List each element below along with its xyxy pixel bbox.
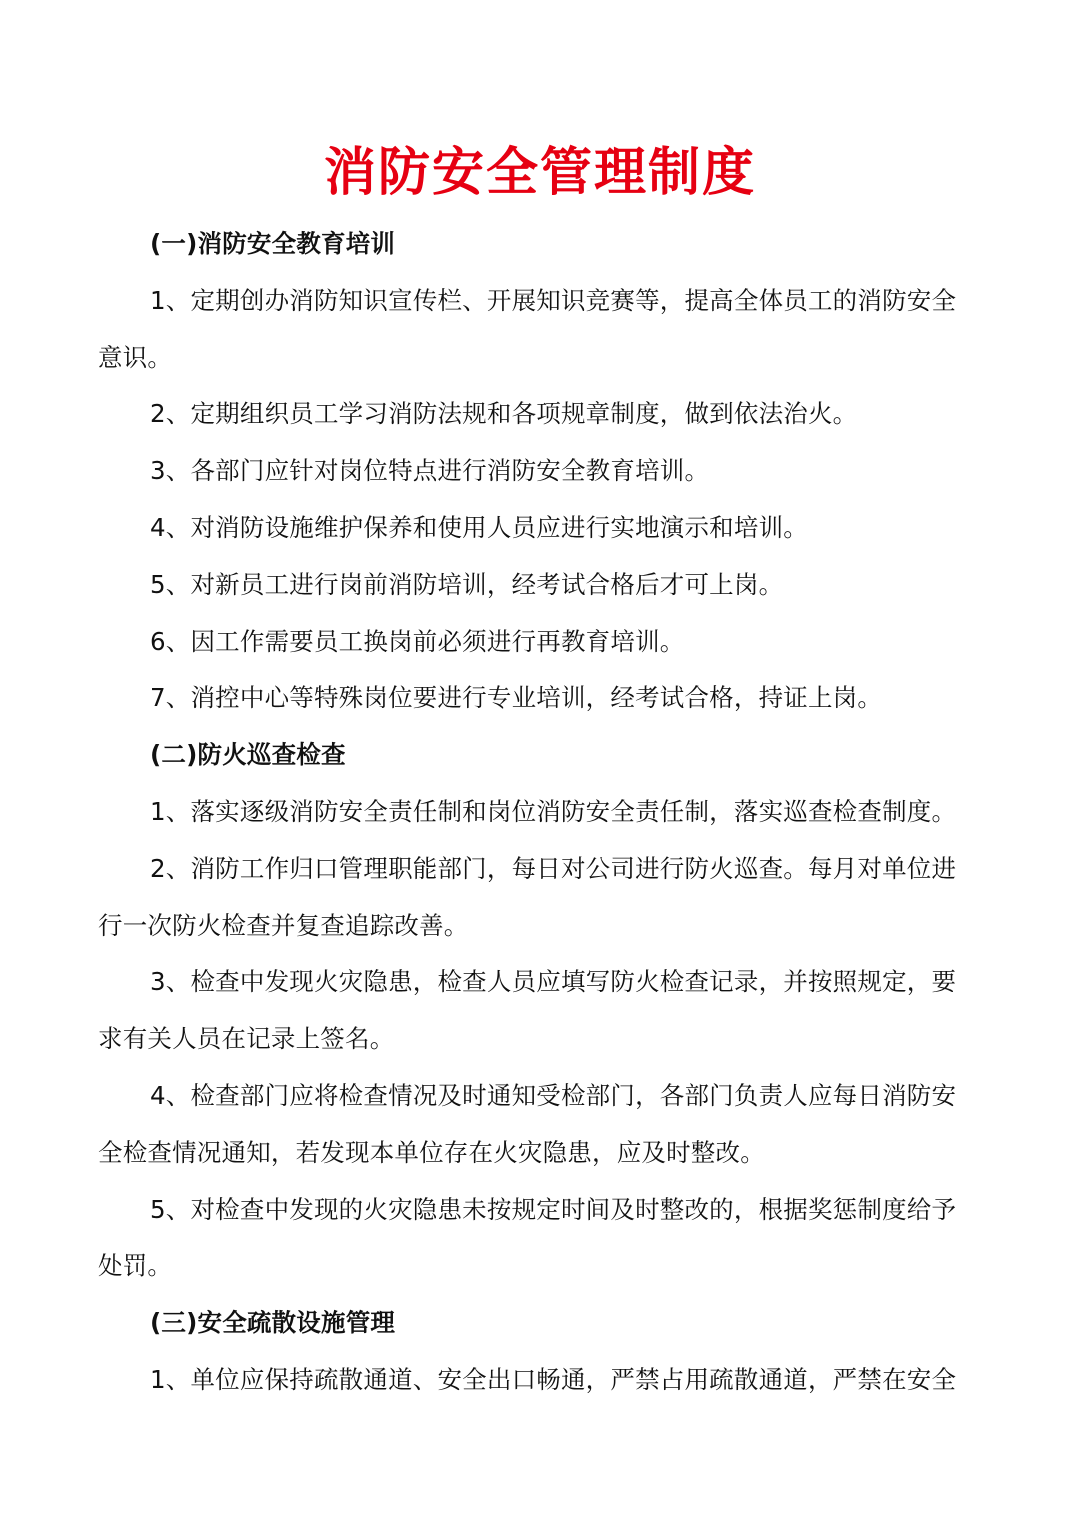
paragraph-line: 4、对消防设施维护保养和使用人员应进行实地演示和培训。 bbox=[150, 512, 808, 542]
paragraph-line: 5、对新员工进行岗前消防培训，经考试合格后才可上岗。 bbox=[150, 569, 784, 599]
paragraph-line: 7、消控中心等特殊岗位要进行专业培训，经考试合格，持证上岗。 bbox=[150, 683, 883, 713]
section-heading: (二)防火巡查检查 bbox=[150, 740, 346, 770]
paragraph-line: 4、检查部门应将检查情况及时通知受检部门，各部门负责人应每日消防安 bbox=[150, 1080, 957, 1110]
paragraph-line: 意识。 bbox=[98, 342, 173, 372]
paragraph-line: 全检查情况通知，若发现本单位存在火灾隐患，应及时整改。 bbox=[98, 1137, 765, 1167]
section-heading: (一)消防安全教育培训 bbox=[150, 229, 396, 258]
paragraph-line: 6、因工作需要员工换岗前必须进行再教育培训。 bbox=[150, 626, 685, 656]
paragraph-line: 1、定期创办消防知识宣传栏、开展知识竞赛等，提高全体员工的消防安全 bbox=[150, 285, 957, 315]
paragraph-line: 求有关人员在记录上签名。 bbox=[98, 1024, 395, 1054]
paragraph-line: 处罚。 bbox=[98, 1251, 173, 1281]
document-body bbox=[98, 216, 978, 1409]
section-heading: (三)安全疏散设施管理 bbox=[150, 1308, 396, 1338]
paragraph-line: 2、定期组织员工学习消防法规和各项规章制度，做到依法治火。 bbox=[150, 399, 858, 429]
paragraph-line: 行一次防火检查并复查追踪改善。 bbox=[98, 910, 469, 940]
paragraph-line: 1、落实逐级消防安全责任制和岗位消防安全责任制，落实巡查检查制度。 bbox=[150, 796, 957, 826]
paragraph-line: 5、对检查中发现的火灾隐患未按规定时间及时整改的，根据奖惩制度给予 bbox=[150, 1194, 957, 1224]
paragraph-line: 1、单位应保持疏散通道、安全出口畅通，严禁占用疏散通道，严禁在安全 bbox=[150, 1364, 957, 1394]
paragraph-line: 3、各部门应针对岗位特点进行消防安全教育培训。 bbox=[150, 456, 710, 486]
paragraph-line: 3、检查中发现火灾隐患，检查人员应填写防火检查记录，并按照规定，要 bbox=[150, 967, 957, 997]
paragraph-line: 2、消防工作归口管理职能部门，每日对公司进行防火巡查。每月对单位进 bbox=[150, 853, 957, 883]
document-title: 消防安全管理制度 bbox=[323, 143, 756, 203]
